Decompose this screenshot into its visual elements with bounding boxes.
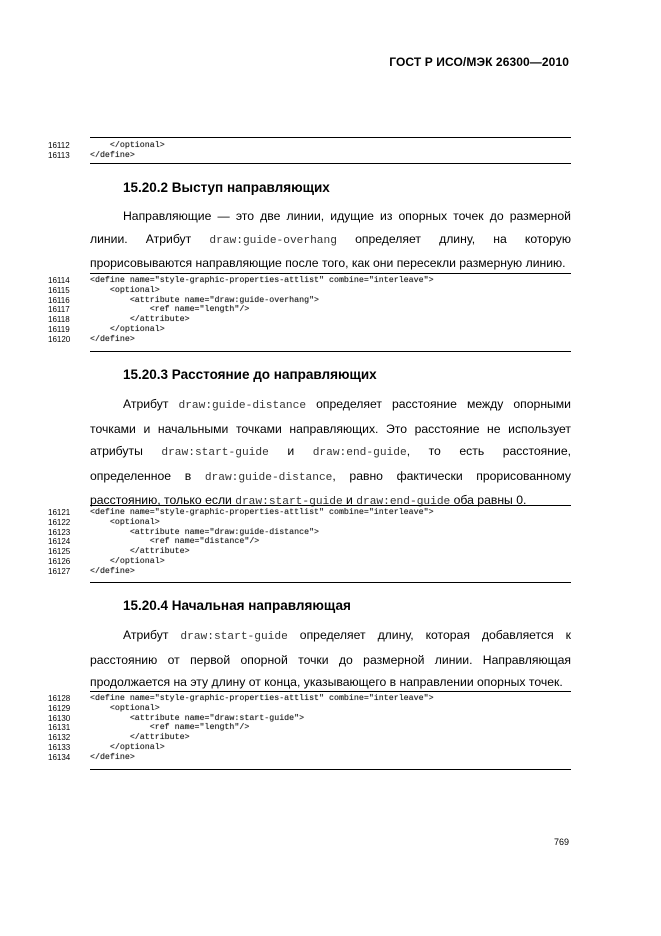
text-run: Атрибут	[123, 397, 179, 411]
paragraph-line	[90, 440, 571, 465]
line-number: 16116	[48, 295, 70, 305]
text-run: оба равны 0.	[450, 493, 527, 507]
line-number: 16130	[48, 713, 71, 723]
code-top-rule	[90, 691, 571, 692]
paragraph-line	[90, 393, 571, 418]
inline-code: draw:guide-distance	[178, 400, 307, 412]
code-line	[48, 151, 571, 161]
line-number: 16126	[48, 556, 71, 566]
code-line	[48, 325, 571, 335]
code-line	[48, 694, 571, 704]
text-run: определяет длину, на которую	[336, 231, 572, 246]
line-number: 16114	[48, 276, 70, 285]
inline-code: draw:start-guide	[235, 496, 343, 508]
text-run: точками и начальными точками направляющих. Это расстояние не использует	[90, 421, 571, 436]
text-run: и	[268, 444, 313, 458]
code-text: <optional>	[90, 517, 160, 527]
code-text: <ref name="distance"/>	[90, 537, 260, 547]
code-line	[48, 528, 571, 538]
text-run: расстоянию, только если	[90, 493, 236, 507]
code-text: <attribute name="draw:start-guide">	[90, 713, 305, 723]
code-line	[48, 518, 571, 528]
paragraph-line	[90, 418, 571, 441]
code-text: <optional>	[90, 285, 160, 295]
inline-code: draw:end-guide	[312, 447, 407, 459]
line-number: 16120	[48, 334, 71, 344]
code-line	[48, 753, 571, 763]
code-line	[48, 743, 571, 753]
code-line	[48, 508, 571, 518]
text-run: Направляющие — это две линии, идущие из опорных точек до размерной	[123, 209, 571, 223]
code-bottom-rule	[90, 163, 571, 164]
code-text: </optional>	[90, 141, 165, 150]
text-run: прорисовываются направляющие после того, как они пересекли размерную линию.	[90, 256, 566, 270]
code-line	[48, 714, 571, 724]
code-line	[48, 315, 571, 325]
section-heading-15-20-2: 15.20.2 Выступ направляющих	[123, 180, 330, 195]
line-number: 16112	[48, 141, 70, 150]
line-number: 16134	[48, 752, 71, 762]
code-line	[48, 296, 571, 306]
line-number: 16132	[48, 733, 71, 743]
line-number: 16125	[48, 547, 71, 557]
line-number: 16127	[48, 566, 71, 576]
paragraph-line	[90, 649, 571, 672]
code-line	[48, 335, 571, 345]
line-number: 16118	[48, 315, 70, 325]
code-top-rule	[90, 505, 571, 506]
line-number: 16123	[48, 527, 71, 537]
code-line	[48, 286, 571, 296]
code-line	[48, 557, 571, 567]
code-text: <define name="style-graphic-properties-attlist" combine="interleave">	[90, 694, 434, 703]
line-number: 16131	[48, 723, 71, 733]
code-line	[48, 537, 571, 547]
code-text: <optional>	[90, 703, 160, 713]
text-run: определенное в	[90, 468, 205, 483]
code-text: </attribute>	[90, 315, 190, 325]
code-block-16114	[48, 276, 571, 345]
section-heading-15-20-3: 15.20.3 Расстояние до направляющих	[123, 367, 377, 382]
line-number: 16115	[48, 285, 70, 295]
code-text: </optional>	[90, 742, 165, 752]
code-bottom-rule	[90, 351, 571, 352]
code-top-rule	[90, 137, 571, 138]
line-number: 16113	[48, 150, 70, 160]
code-line	[48, 276, 571, 286]
line-number: 16121	[48, 508, 71, 517]
code-line	[48, 723, 571, 733]
code-text: </optional>	[90, 556, 165, 566]
paragraph-line	[90, 228, 571, 253]
text-run: и	[342, 493, 357, 507]
code-text: <attribute name="draw:guide-distance">	[90, 527, 320, 537]
inline-code: draw:start-guide	[180, 631, 288, 643]
line-number: 16119	[48, 324, 70, 334]
code-block-16112	[48, 141, 571, 161]
text-run: , равно фактически прорисованному	[332, 468, 571, 483]
code-line	[48, 305, 571, 315]
code-block-16121	[48, 508, 571, 577]
code-text: </optional>	[90, 324, 165, 334]
paragraph-line	[90, 205, 571, 228]
line-number: 16133	[48, 742, 71, 752]
code-text: </attribute>	[90, 733, 190, 743]
code-text: </define>	[90, 334, 135, 344]
code-text: <ref name="length"/>	[90, 305, 250, 315]
code-top-rule	[90, 273, 571, 274]
section-heading-15-20-4: 15.20.4 Начальная направляющая	[123, 598, 351, 613]
text-run: , то есть расстояние,	[406, 444, 571, 458]
paragraph-line	[90, 624, 571, 649]
code-line	[48, 547, 571, 557]
code-bottom-rule	[90, 582, 571, 583]
page-number: 769	[553, 837, 569, 847]
paragraph-line	[90, 252, 571, 275]
text-run: линии. Атрибут	[90, 231, 210, 246]
paragraph-guide-distance	[90, 393, 571, 514]
code-text: </define>	[90, 566, 135, 576]
text-run: продолжается на эту длину от конца, указывающего в направлении опорных точек.	[90, 675, 563, 689]
text-run: определяет расстояние между опорными	[306, 397, 571, 411]
inline-code: draw:guide-overhang	[209, 234, 337, 247]
line-number: 16129	[48, 703, 71, 713]
code-line	[48, 704, 571, 714]
text-run: расстоянию от первой опорной точки до размерной линии. Направляющая	[90, 652, 571, 667]
code-line	[48, 567, 571, 577]
text-run: атрибуты	[90, 444, 162, 458]
code-text: </define>	[90, 752, 135, 762]
code-line	[48, 141, 571, 151]
line-number: 16124	[48, 537, 71, 547]
code-block-16128	[48, 694, 571, 763]
code-text: </define>	[90, 150, 135, 160]
code-bottom-rule	[90, 769, 571, 770]
inline-code: draw:start-guide	[161, 447, 269, 459]
paragraph-start-guide	[90, 624, 571, 694]
paragraph-guide-overhang	[90, 205, 571, 275]
line-number: 16122	[48, 517, 71, 527]
code-text: </attribute>	[90, 547, 190, 557]
inline-code: draw:guide-distance	[204, 471, 333, 484]
code-text: <attribute name="draw:guide-overhang">	[90, 295, 320, 305]
inline-code: draw:end-guide	[356, 496, 451, 508]
code-text: <define name="style-graphic-properties-attlist" combine="interleave">	[90, 276, 434, 285]
code-line	[48, 733, 571, 743]
paragraph-line	[90, 465, 571, 490]
line-number: 16117	[48, 305, 70, 315]
text-run: Атрибут	[123, 628, 181, 642]
text-run: определяет длину, которая добавляется к	[287, 628, 571, 642]
code-text: <ref name="length"/>	[90, 723, 250, 733]
code-text: <define name="style-graphic-properties-attlist" combine="interleave">	[90, 508, 434, 517]
line-number: 16128	[48, 694, 71, 703]
document-header-title: ГОСТ Р ИСО/МЭК 26300—2010	[389, 55, 569, 69]
